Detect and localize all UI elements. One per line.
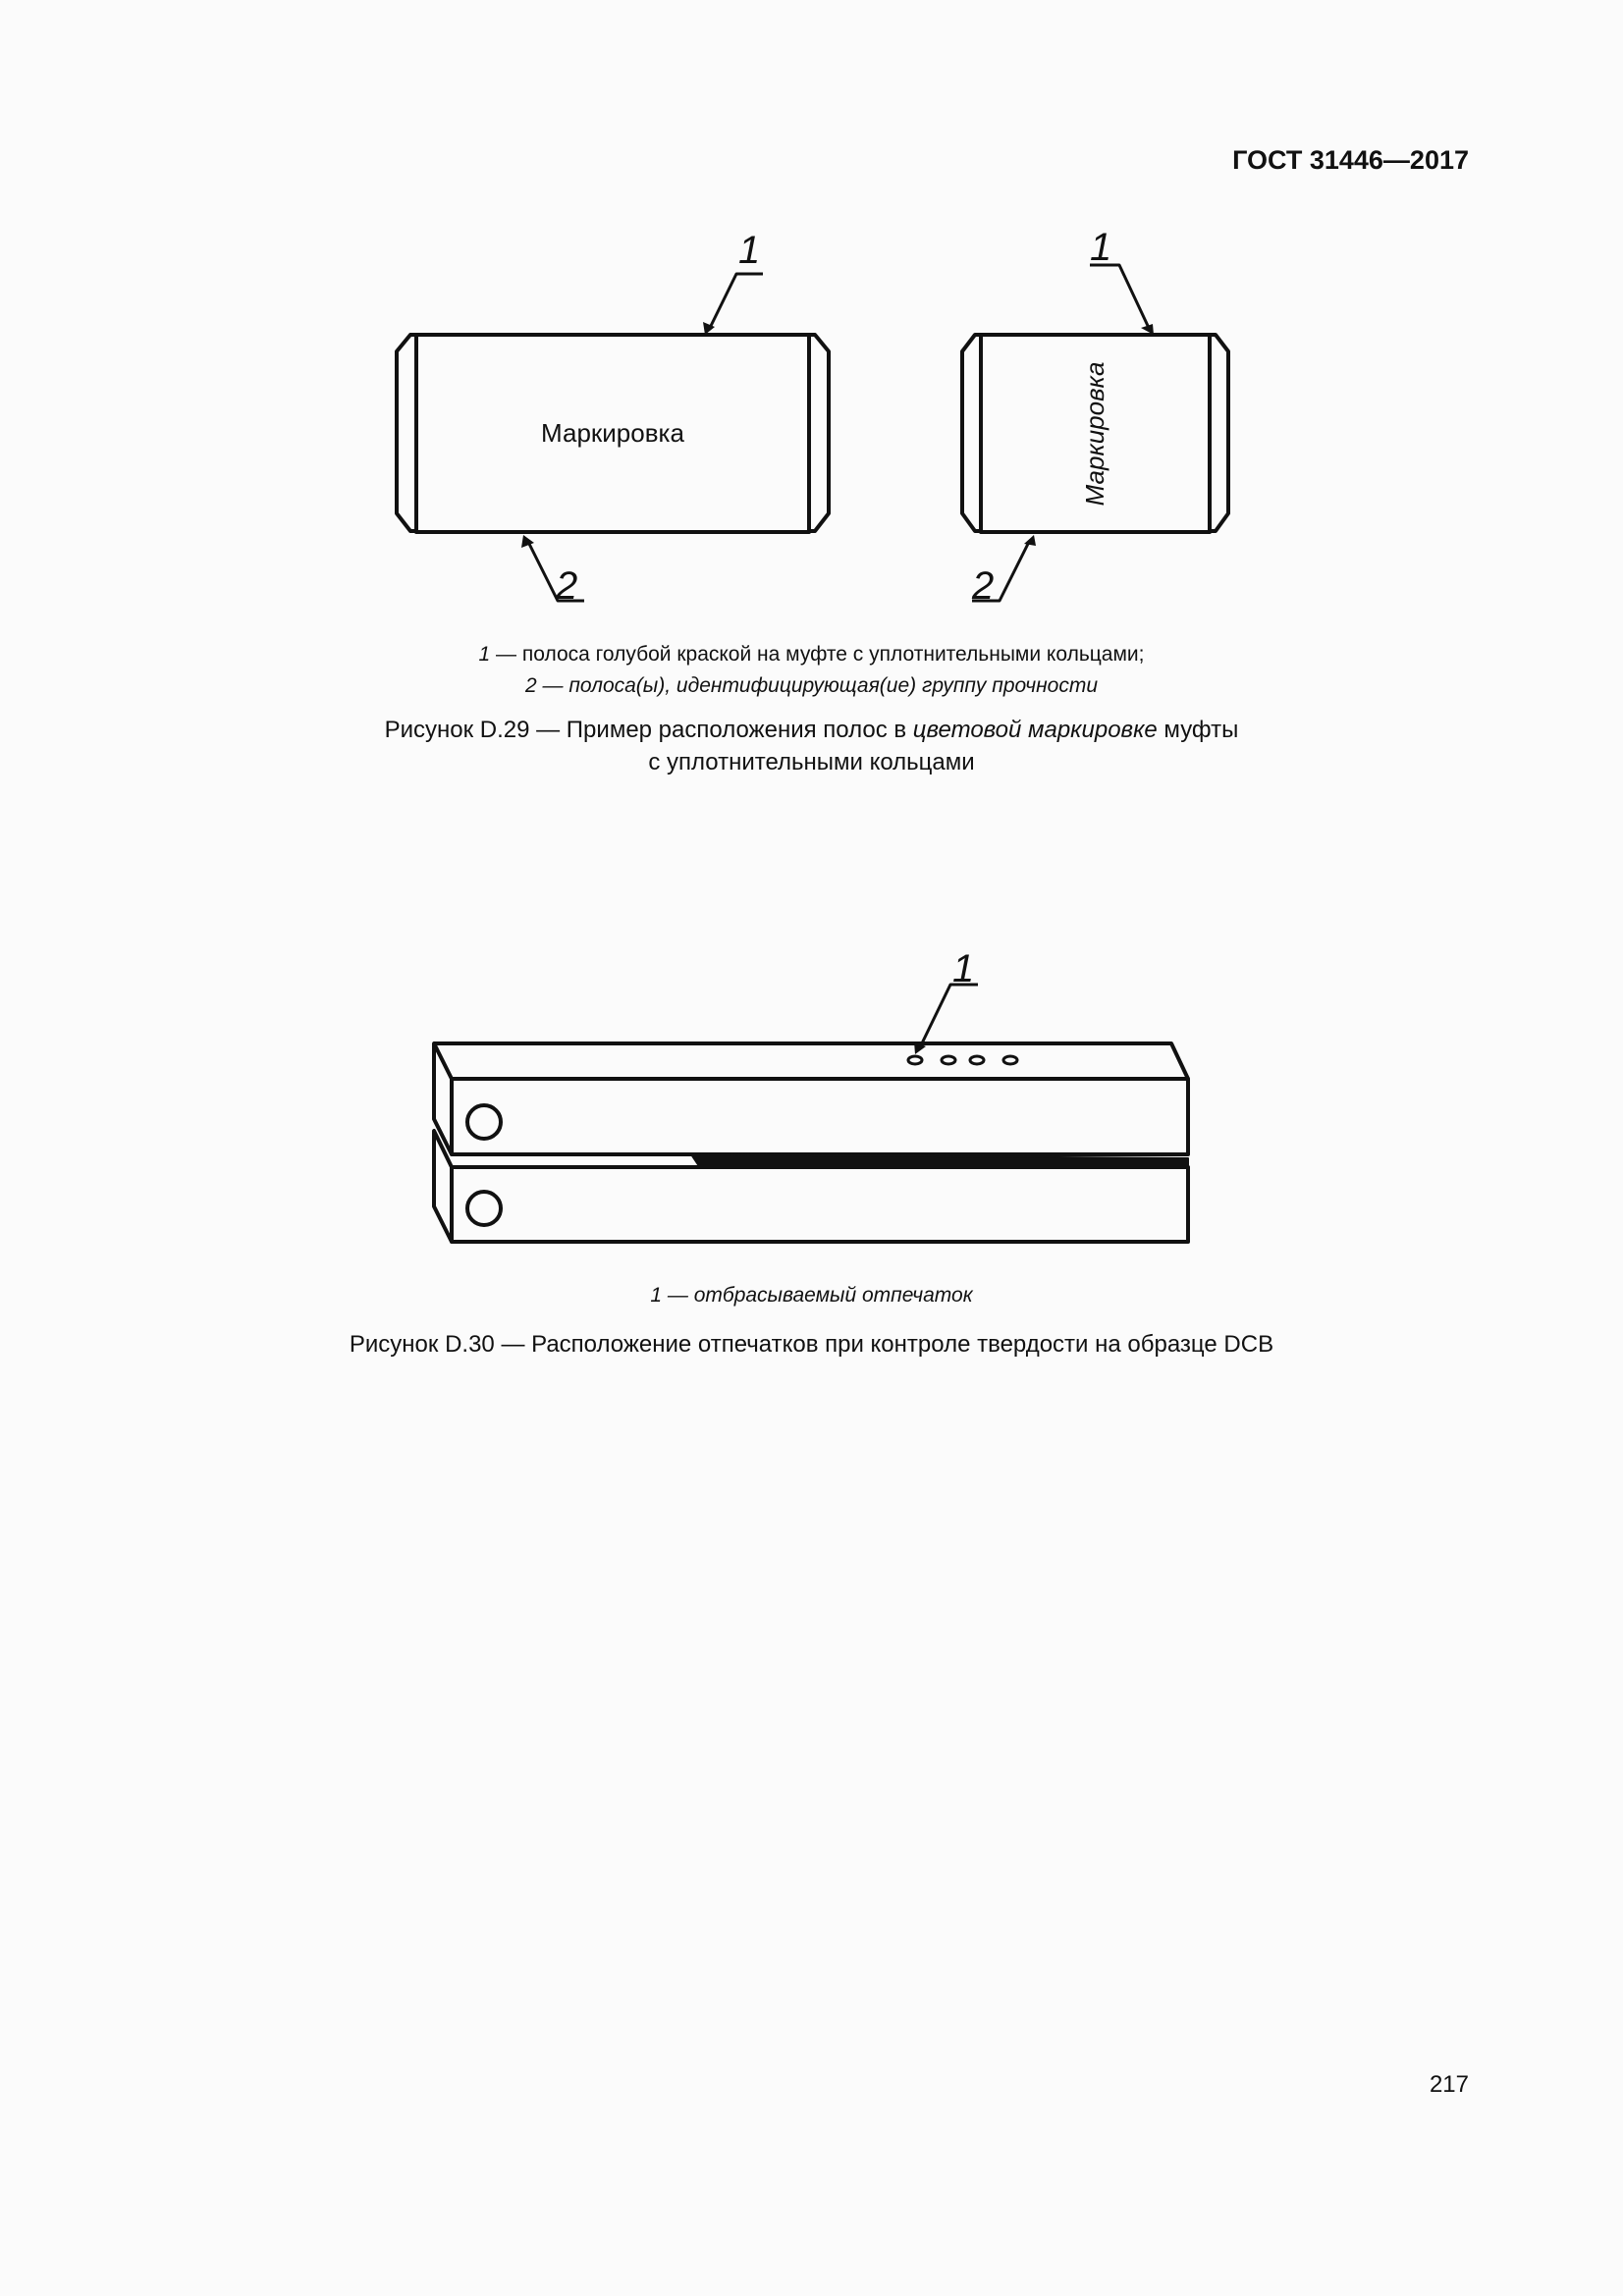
legend-1-number: 1: [478, 643, 491, 666]
fig29-caption-line2: с уплотнительными кольцами: [648, 749, 975, 775]
fig29-caption-italic: цветовой маркировке: [912, 717, 1158, 743]
fig29-caption-part2: муфты: [1157, 717, 1239, 743]
callout-1-left: 1: [738, 229, 761, 272]
callout-1-right: 1: [1090, 226, 1112, 269]
marking-label-vertical: Маркировка: [1080, 361, 1109, 507]
fig30-legend: 1 — отбрасываемый отпечаток: [650, 1284, 973, 1307]
dcb-lower-arm: [434, 1131, 1188, 1242]
callout-1-d30: 1: [952, 947, 975, 990]
standard-number: ГОСТ 31446—2017: [1232, 145, 1469, 175]
callout-2-left: 2: [556, 564, 578, 608]
fig29-legend-2: 2 — полоса(ы), идентифицирующая(ие) группу прочности: [524, 674, 1099, 697]
indentation-row: [908, 1056, 1017, 1064]
callout-2-right: 2: [972, 564, 995, 608]
legend-1-text: — полоса голубой краской на муфте с уплотнительными кольцами;: [490, 643, 1145, 666]
fig29-caption-part1: Рисунок D.29 — Пример расположения полос в: [384, 717, 913, 743]
fig30-caption: Рисунок D.30 — Расположение отпечатков при контроле твердости на образце DCB: [349, 1331, 1274, 1358]
dcb-upper-arm: [434, 1043, 1188, 1154]
page-number: 217: [1429, 2071, 1469, 2098]
marking-label-horizontal: Маркировка: [541, 418, 684, 448]
